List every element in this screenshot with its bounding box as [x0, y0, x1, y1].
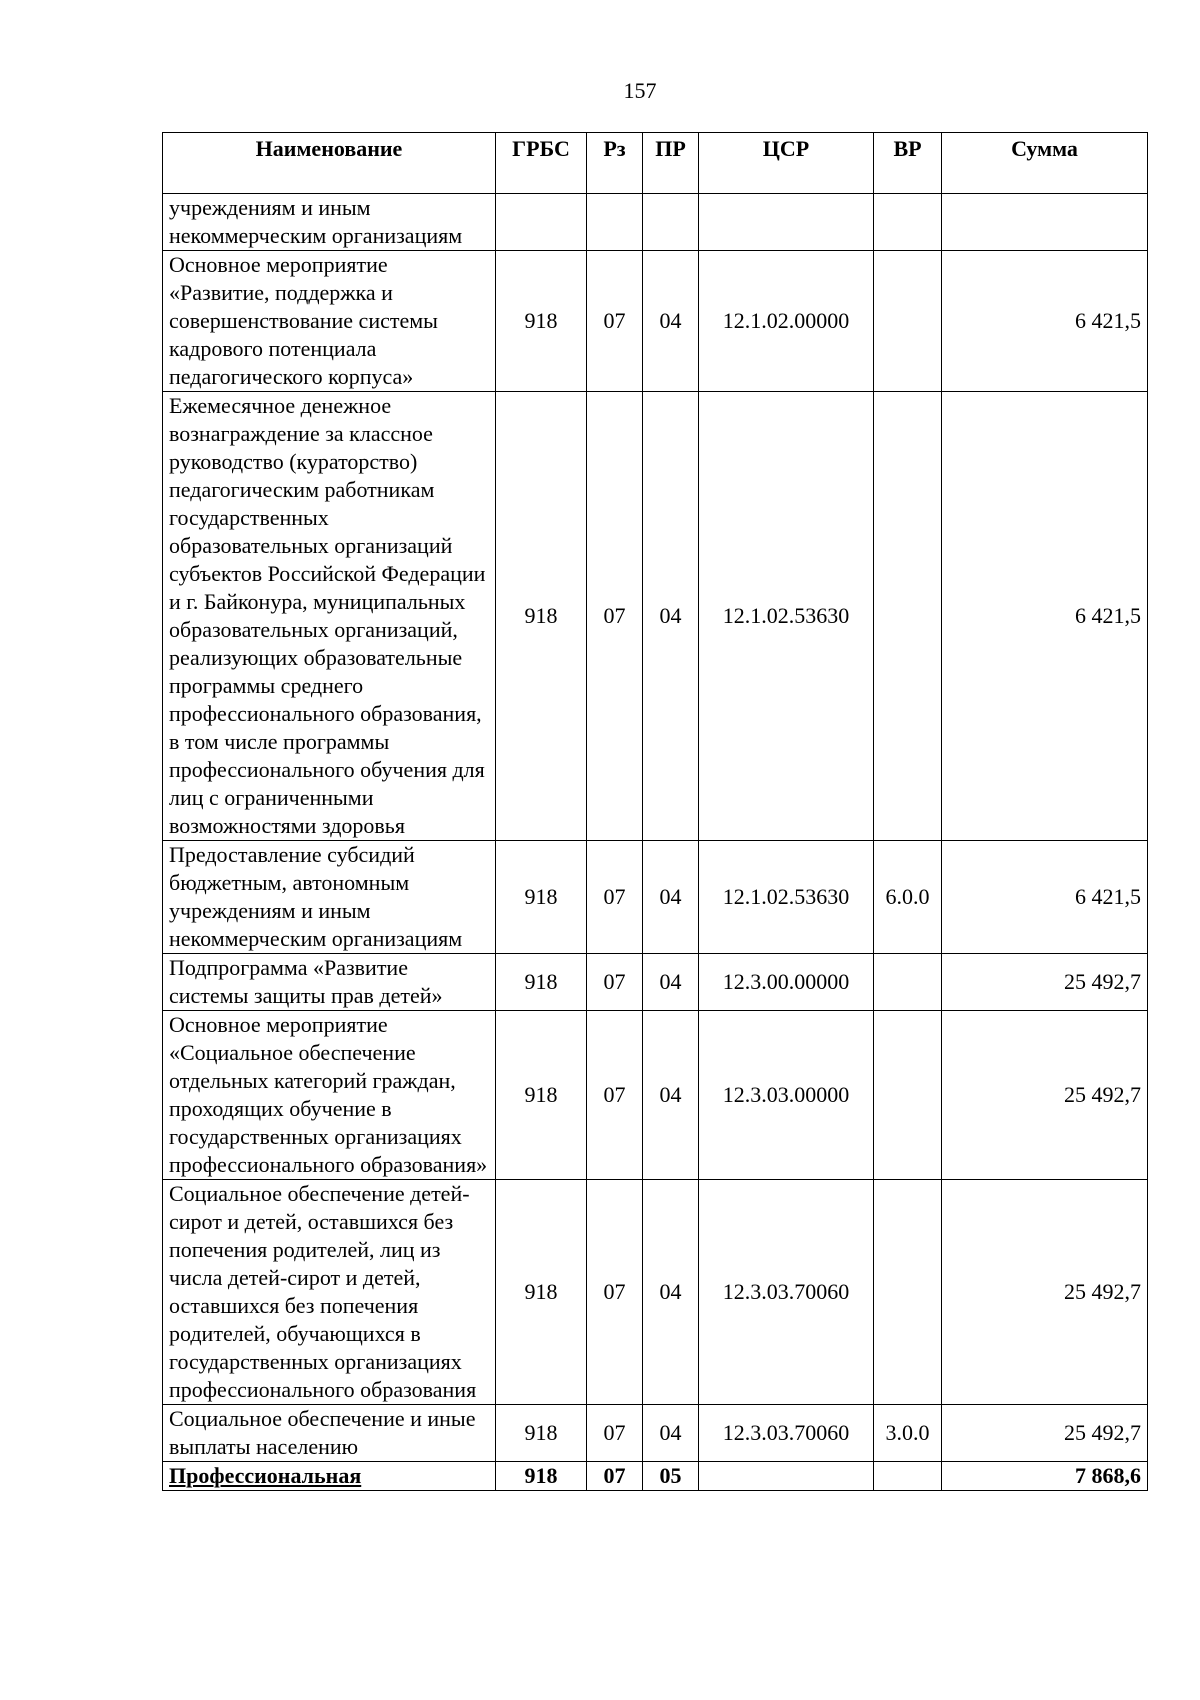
header-name: Наименование: [163, 133, 496, 194]
row-name: Предоставление субсидий бюджетным, автономным учреждениям и иным некоммерческим организациям: [163, 841, 496, 954]
row-sum: 7 868,6: [942, 1462, 1148, 1491]
header-pr: ПР: [643, 133, 699, 194]
row-grbs: 918: [496, 1405, 587, 1462]
header-rz: Рз: [587, 133, 643, 194]
row-pr: 05: [643, 1462, 699, 1491]
row-sum: 25 492,7: [942, 1180, 1148, 1405]
row-sum: 25 492,7: [942, 1011, 1148, 1180]
budget-table: [162, 132, 1148, 1491]
header-vr: ВР: [874, 133, 942, 194]
row-rz: 07: [587, 954, 643, 1011]
table-row: [163, 1180, 1148, 1405]
row-name: учреждениям и иным некоммерческим организациям: [163, 194, 496, 251]
row-grbs: 918: [496, 841, 587, 954]
row-pr: 04: [643, 392, 699, 841]
row-sum: 25 492,7: [942, 1405, 1148, 1462]
row-grbs: 918: [496, 1011, 587, 1180]
page-number: 157: [623, 78, 657, 103]
row-vr: 3.0.0: [874, 1405, 942, 1462]
row-name: Ежемесячное денежное вознаграждение за классное руководство (кураторство) педагогическим работникам государственных образовательных организаций субъектов Российской Федерации и г. Байконура, муниципальных образовательных организаций, реализующих образовательные программы среднего профессионального образования, в том числе программы профессионального обучения для лиц с ограниченными возможностями здоровья: [163, 392, 496, 841]
row-sum: 6 421,5: [942, 392, 1148, 841]
row-csr: 12.1.02.53630: [699, 392, 874, 841]
row-csr: [699, 194, 874, 251]
row-rz: 07: [587, 1180, 643, 1405]
row-vr: [874, 954, 942, 1011]
header-sum: Сумма: [942, 133, 1148, 194]
row-vr: [874, 392, 942, 841]
row-name: Социальное обеспечение детей-сирот и детей, оставшихся без попечения родителей, лиц из числа детей-сирот и детей, оставшихся без попечения родителей, обучающихся в государственных организациях профессионального образования: [163, 1180, 496, 1405]
row-csr: 12.3.03.00000: [699, 1011, 874, 1180]
table-row: [163, 1011, 1148, 1180]
row-vr: [874, 194, 942, 251]
row-vr: 6.0.0: [874, 841, 942, 954]
row-grbs: 918: [496, 954, 587, 1011]
row-pr: 04: [643, 954, 699, 1011]
table-row: [163, 841, 1148, 954]
row-grbs: 918: [496, 251, 587, 392]
row-grbs: 918: [496, 392, 587, 841]
row-csr: 12.3.03.70060: [699, 1405, 874, 1462]
row-rz: 07: [587, 251, 643, 392]
row-vr: [874, 1011, 942, 1180]
row-pr: 04: [643, 1405, 699, 1462]
table-row: [163, 392, 1148, 841]
row-vr: [874, 1462, 942, 1491]
header-csr: ЦСР: [699, 133, 874, 194]
row-rz: 07: [587, 841, 643, 954]
row-rz: 07: [587, 392, 643, 841]
row-name: Подпрограмма «Развитие системы защиты прав детей»: [163, 954, 496, 1011]
table-row: [163, 1405, 1148, 1462]
table-header-row: [163, 133, 1148, 194]
row-pr: 04: [643, 1011, 699, 1180]
row-csr: [699, 1462, 874, 1491]
row-grbs: [496, 194, 587, 251]
row-rz: 07: [587, 1011, 643, 1180]
row-sum: 6 421,5: [942, 841, 1148, 954]
row-grbs: 918: [496, 1462, 587, 1491]
row-name: Профессиональная: [163, 1462, 496, 1491]
header-grbs: ГРБС: [496, 133, 587, 194]
row-rz: [587, 194, 643, 251]
row-vr: [874, 251, 942, 392]
table-row-section: [163, 1462, 1148, 1491]
row-sum: [942, 194, 1148, 251]
row-pr: 04: [643, 1180, 699, 1405]
row-csr: 12.1.02.53630: [699, 841, 874, 954]
table-row: [163, 954, 1148, 1011]
row-pr: [643, 194, 699, 251]
row-grbs: 918: [496, 1180, 587, 1405]
row-csr: 12.3.03.70060: [699, 1180, 874, 1405]
row-sum: 6 421,5: [942, 251, 1148, 392]
row-rz: 07: [587, 1405, 643, 1462]
row-name: Основное мероприятие «Социальное обеспечение отдельных категорий граждан, проходящих обучение в государственных организациях профессионального образования»: [163, 1011, 496, 1180]
row-pr: 04: [643, 251, 699, 392]
row-vr: [874, 1180, 942, 1405]
row-csr: 12.1.02.00000: [699, 251, 874, 392]
row-sum: 25 492,7: [942, 954, 1148, 1011]
table-row: [163, 251, 1148, 392]
table-row: [163, 194, 1148, 251]
row-pr: 04: [643, 841, 699, 954]
row-csr: 12.3.00.00000: [699, 954, 874, 1011]
row-name: Основное мероприятие «Развитие, поддержка и совершенствование системы кадрового потенциала педагогического корпуса»: [163, 251, 496, 392]
row-rz: 07: [587, 1462, 643, 1491]
row-name: Социальное обеспечение и иные выплаты населению: [163, 1405, 496, 1462]
